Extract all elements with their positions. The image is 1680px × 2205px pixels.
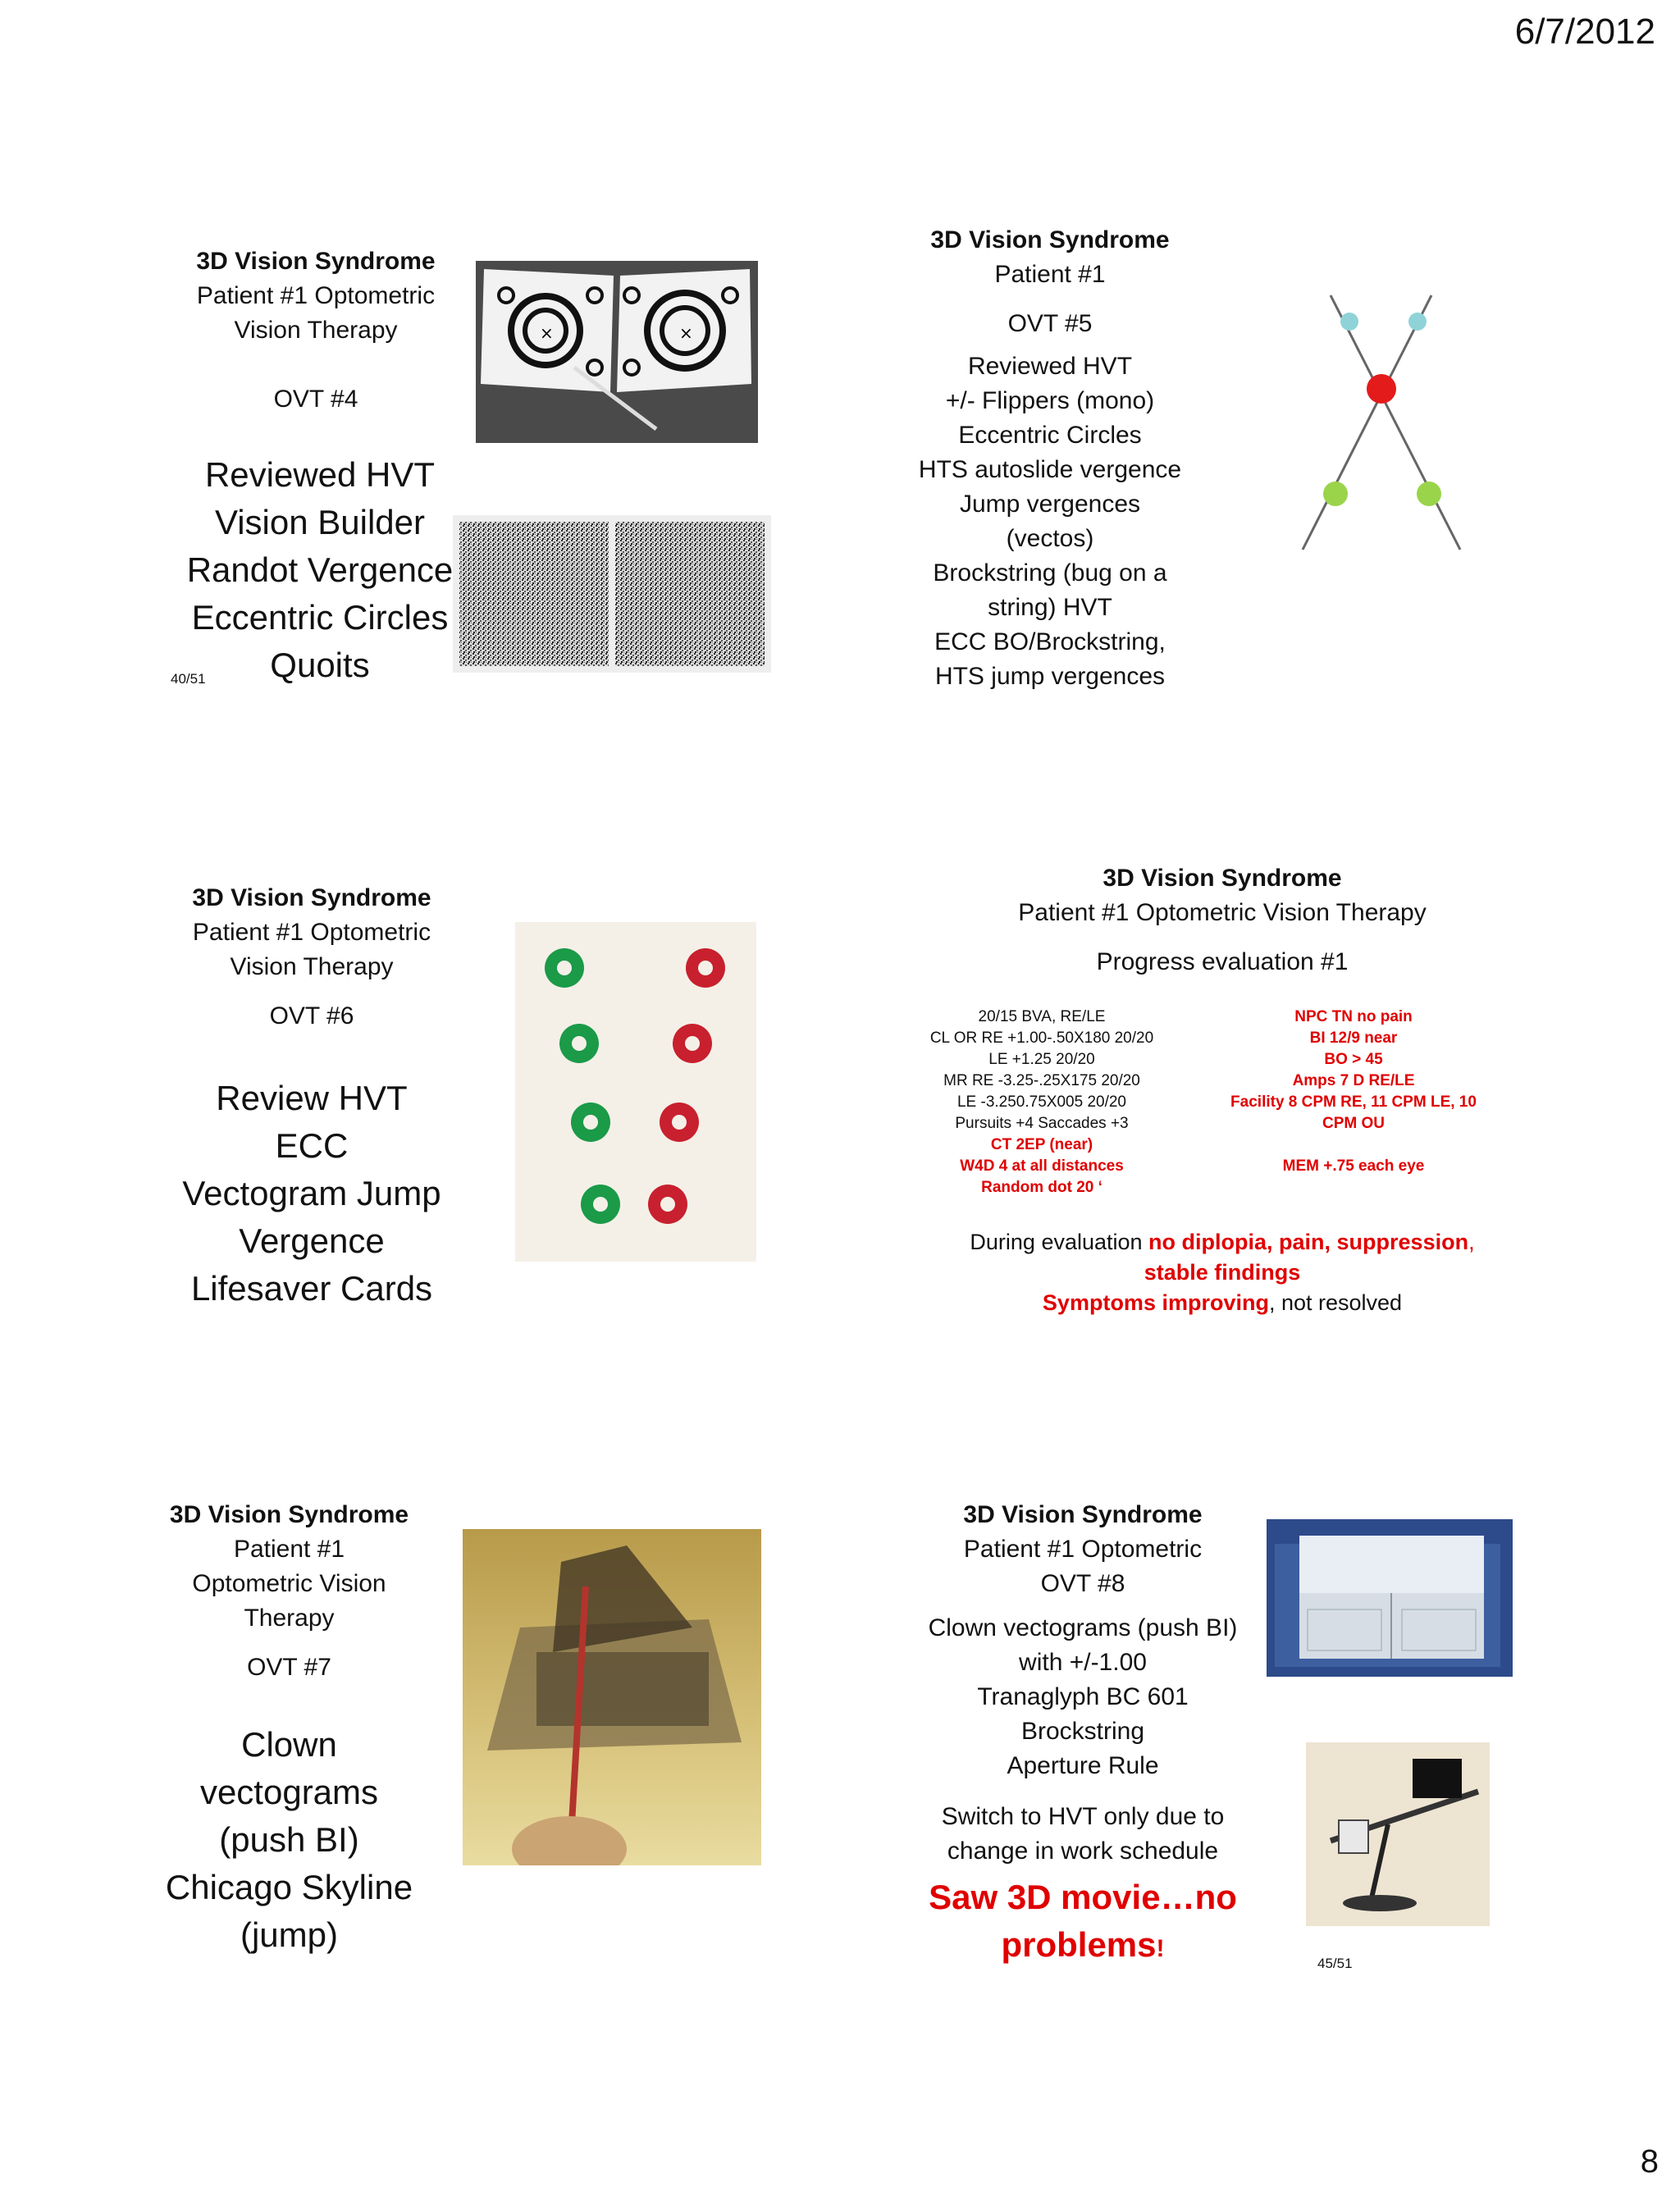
slide-subtitle: Patient #1 Optometric	[963, 1536, 1203, 1563]
ovt-label: OVT #8	[1040, 1570, 1125, 1597]
slide-title: 3D Vision Syndrome	[192, 884, 431, 911]
eval-finding: MR RE -3.25-.25X175 20/20	[943, 1072, 1140, 1089]
page-number: 8	[1640, 2143, 1659, 2180]
progress-evaluation-label: Progress evaluation #1	[1096, 948, 1349, 975]
slide-page-ref: 40/51	[171, 671, 206, 687]
eval-finding: CL OR RE +1.00-.50X180 20/20	[929, 1029, 1154, 1047]
stereoscope-photo	[1267, 1519, 1513, 1677]
vectogram-photo	[463, 1529, 761, 1865]
slide-title: 3D Vision Syndrome	[930, 226, 1170, 253]
list-item: Jump vergences	[959, 491, 1141, 518]
slide-1-header	[156, 244, 476, 417]
eval-finding: CT 2EP (near)	[990, 1136, 1093, 1153]
eval-finding: NPC TN no pain	[1294, 1008, 1413, 1025]
red-highlight-excl: !	[1156, 1935, 1165, 1962]
slide-6-text	[902, 1498, 1263, 1973]
brock-string-image	[1280, 279, 1477, 558]
ovt-label: OVT #4	[273, 386, 358, 413]
summary-highlight: no diplopia, pain, suppression	[1148, 1230, 1469, 1254]
list-item: string) HVT	[988, 594, 1112, 621]
eval-finding: W4D 4 at all distances	[960, 1157, 1124, 1175]
summary-text: During evaluation	[970, 1230, 1149, 1254]
eccentric-circles-card	[476, 261, 758, 443]
slide-subtitle: Therapy	[244, 1605, 335, 1632]
slide-subtitle: Patient #1	[994, 261, 1106, 288]
slide-subtitle: Patient #1 Optometric Vision Therapy	[1018, 899, 1427, 926]
lifesaver-cards-image	[515, 922, 756, 1262]
list-item: (vectos)	[1006, 525, 1094, 552]
eval-finding: LE -3.250.75X005 20/20	[956, 1093, 1126, 1111]
red-highlight-line: Saw 3D movie…no	[929, 1878, 1237, 1916]
slide-subtitle: Optometric Vision	[192, 1570, 386, 1597]
random-dot-stereogram-image	[453, 515, 771, 673]
list-item: +/- Flippers (mono)	[945, 387, 1155, 414]
aperture-rule-photo	[1306, 1742, 1490, 1926]
ovt-label: OVT #6	[269, 1002, 354, 1029]
eval-finding: Facility 8 CPM RE, 11 CPM LE, 10	[1230, 1093, 1477, 1111]
list-item: HTS jump vergences	[934, 663, 1166, 690]
summary-comma: ,	[1468, 1230, 1475, 1254]
list-item: Review HVT	[216, 1079, 408, 1117]
slide-title: 3D Vision Syndrome	[963, 1501, 1203, 1528]
list-item: Aperture Rule	[1007, 1752, 1159, 1779]
slide-subtitle: Patient #1	[233, 1536, 345, 1563]
eval-finding: CPM OU	[1322, 1115, 1385, 1132]
list-item: Clown vectograms (push BI)	[928, 1614, 1238, 1641]
slide-page-ref: 45/51	[1317, 1956, 1353, 1971]
list-item: Vergence	[239, 1221, 385, 1260]
eval-finding: BO > 45	[1324, 1051, 1383, 1068]
list-item: Eccentric Circles	[191, 598, 449, 637]
aperture-rule-image	[1306, 1742, 1490, 1926]
list-item: vectograms	[199, 1773, 379, 1811]
list-item: Eccentric Circles	[958, 422, 1142, 449]
vectogram-image	[463, 1529, 761, 1865]
eval-finding: 20/15 BVA, RE/LE	[978, 1008, 1106, 1025]
list-item: Clown	[241, 1725, 337, 1764]
lifesaver-cards	[515, 922, 756, 1262]
red-highlight	[902, 1874, 1263, 1973]
list-item: ECC BO/Brockstring,	[934, 628, 1166, 655]
eccentric-circles-image	[476, 261, 758, 443]
eval-finding: MEM +.75 each eye	[1282, 1157, 1425, 1175]
svg-text:×: ×	[540, 323, 554, 343]
eval-right-column	[1198, 1007, 1509, 1177]
list-item: HTS autoslide vergence	[918, 456, 1182, 483]
slide-5-items	[139, 1721, 439, 1959]
list-item: ECC	[275, 1126, 349, 1165]
eval-finding: Pursuits +4 Saccades +3	[955, 1115, 1129, 1132]
summary-highlight: stable findings	[1144, 1260, 1301, 1285]
summary-highlight: Symptoms improving	[1042, 1290, 1269, 1315]
slide-subtitle: Patient #1 Optometric	[192, 919, 431, 946]
slide-subtitle: Patient #1 Optometric	[196, 282, 436, 309]
eval-finding	[1198, 1134, 1509, 1156]
list-item: Reviewed HVT	[967, 353, 1133, 380]
list-item: Vision Builder	[214, 503, 426, 541]
list-item: with +/-1.00	[1019, 1649, 1147, 1676]
eval-finding: BI 12/9 near	[1309, 1029, 1398, 1047]
slide-subtitle: Vision Therapy	[234, 317, 398, 344]
list-item: Vectogram Jump	[182, 1174, 441, 1212]
slide-1-items	[164, 451, 476, 689]
list-item: Brockstring	[1020, 1718, 1145, 1745]
random-dot-stereogram	[453, 515, 771, 673]
note-line: change in work schedule	[947, 1838, 1219, 1865]
stereoscope-image	[1267, 1519, 1513, 1677]
list-item: (push BI)	[219, 1820, 359, 1859]
eval-finding: Random dot 20 ‘	[981, 1179, 1102, 1196]
slide-3-header	[156, 881, 468, 1034]
ovt-label: OVT #5	[1007, 310, 1093, 337]
slide-title: 3D Vision Syndrome	[169, 1501, 409, 1528]
slide-3-items	[156, 1075, 468, 1312]
slide-subtitle: Vision Therapy	[230, 953, 394, 980]
list-item: Quoits	[270, 646, 370, 684]
slide-title: 3D Vision Syndrome	[1102, 865, 1342, 892]
slide-5-header	[139, 1498, 439, 1685]
eval-summary	[902, 1227, 1542, 1318]
list-item: (jump)	[240, 1915, 338, 1954]
summary-text: , not resolved	[1268, 1290, 1403, 1315]
svg-text:×: ×	[679, 323, 693, 343]
brock-string-diagram	[1280, 279, 1477, 558]
ovt-label: OVT #7	[247, 1654, 331, 1681]
red-highlight-line: problems	[1001, 1925, 1157, 1964]
list-item: Brockstring (bug on a	[933, 559, 1167, 587]
note-line: Switch to HVT only due to	[941, 1803, 1225, 1830]
list-item: Lifesaver Cards	[190, 1269, 433, 1308]
page-date: 6/7/2012	[1514, 11, 1655, 52]
slide-title: 3D Vision Syndrome	[196, 248, 436, 275]
eval-left-column	[870, 1007, 1214, 1198]
eval-finding: Amps 7 D RE/LE	[1292, 1072, 1415, 1089]
list-item: Reviewed HVT	[204, 455, 436, 494]
slide-4-header	[902, 861, 1542, 979]
list-item: Chicago Skyline	[165, 1868, 413, 1906]
list-item: Randot Vergence	[186, 550, 454, 589]
eval-finding: LE +1.25 20/20	[988, 1051, 1095, 1068]
slide-2-text	[870, 223, 1230, 694]
list-item: Tranaglyph BC 601	[977, 1683, 1189, 1710]
